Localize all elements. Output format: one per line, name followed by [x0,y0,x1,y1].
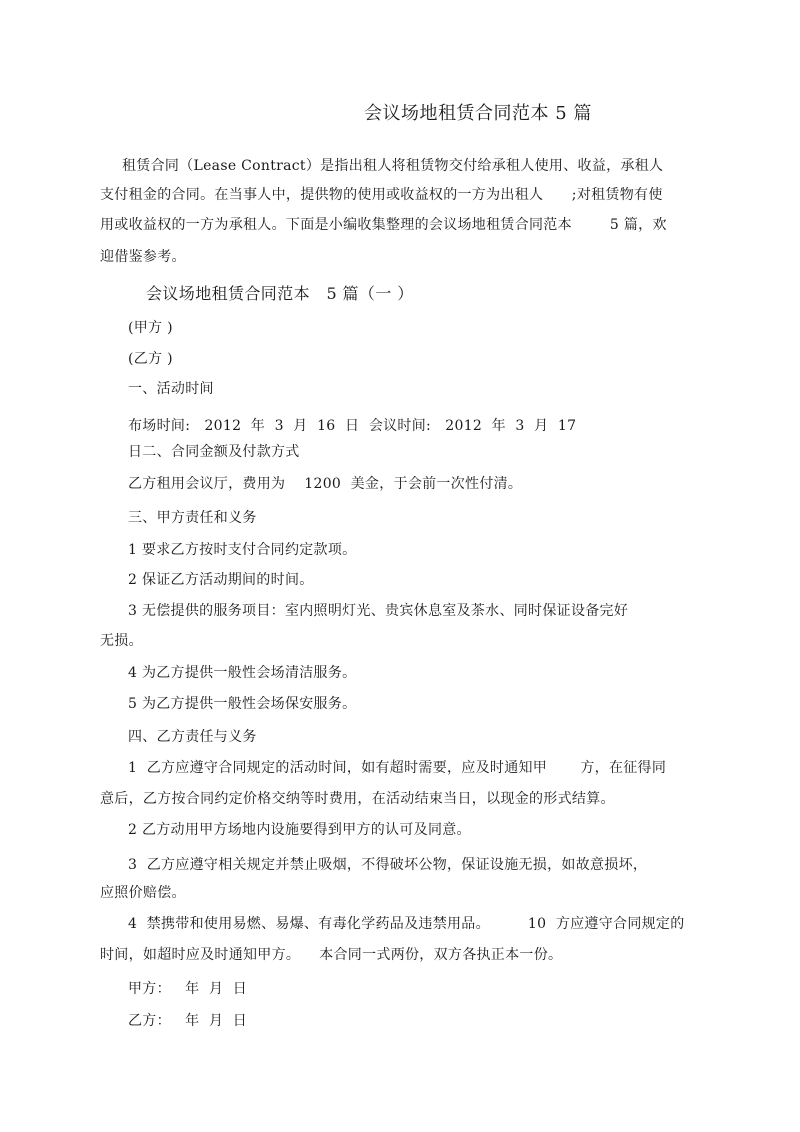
heading-activity-time: 一、活动时间 [128,381,214,397]
party-b-duty-3-line-1: 3 乙方应遵守相关规定并禁止吸烟，不得破坏公物，保证设施无损，如故意损坏， [128,857,648,873]
party-b-label: (乙方 ) [128,351,173,367]
party-a-duty-4: 4 为乙方提供一般性会场清洁服务。 [128,665,357,681]
party-b-duty-1-line-2: 意后，乙方按合同约定价格交纳等时费用，在活动结束当日，以现金的形式结算。 [100,791,615,807]
party-b-duty-2: 2 乙方动用甲方场地内设施要得到甲方的认可及同意。 [128,822,471,838]
time-line-1: 布场时间: 2012 年 3 月 16 日 会议时间: 2012 年 3 月 17 [128,418,577,434]
document-title: 会议场地租赁合同范本 5 篇 [364,103,592,124]
party-a-duty-5: 5 为乙方提供一般性会场保安服务。 [128,696,357,712]
signature-party-b: 乙方： 年 月 日 [128,1013,248,1029]
party-a-duty-2: 2 保证乙方活动期间的时间。 [128,572,314,588]
section-title: 会议场地租赁合同范本 5 篇（一 ） [146,284,414,303]
signature-party-a: 甲方： 年 月 日 [128,981,248,997]
payment-line: 乙方租用会议厅，费用为 1200 美金，于会前一次性付清。 [128,476,523,492]
party-b-duty-4-line-1: 4 禁携带和使用易燃、易爆、有毒化学药品及违禁用品。 10 方应遵守合同规定的 [128,916,685,932]
intro-line-4: 迎借鉴参考。 [100,249,186,265]
party-a-duty-3-line-2: 无损。 [100,633,143,649]
intro-line-2: 支付租金的合同。在当事人中，提供物的使用或收益权的一方为出租人 ;对租赁物有使 [100,187,663,203]
heading-party-b-duties: 四、乙方责任与义务 [128,729,257,745]
time-line-2: 日二、合同金额及付款方式 [128,444,300,460]
heading-party-a-duties: 三、甲方责任和义务 [128,510,257,526]
party-a-duty-1: 1 要求乙方按时支付合同约定款项。 [128,542,357,558]
party-b-duty-4-line-2: 时间，如超时应及时通知甲方。 本合同一式两份，双方各执正本一份。 [100,947,563,963]
party-b-duty-1-line-1: 1 乙方应遵守合同规定的活动时间，如有超时需要，应及时通知甲 方，在征得同 [128,760,667,776]
intro-line-3: 用或收益权的一方为承租人。下面是小编收集整理的会议场地租赁合同范本 5 篇，欢 [100,217,667,233]
party-b-duty-3-line-2: 应照价赔偿。 [100,885,186,901]
party-a-duty-3-line-1: 3 无偿提供的服务项目：室内照明灯光、贵宾休息室及茶水、同时保证设备完好 [128,603,629,619]
intro-line-1: 租赁合同（Lease Contract）是指出租人将租赁物交付给承租人使用、收益，承租人 [122,158,664,174]
party-a-label: (甲方 ) [128,320,173,336]
